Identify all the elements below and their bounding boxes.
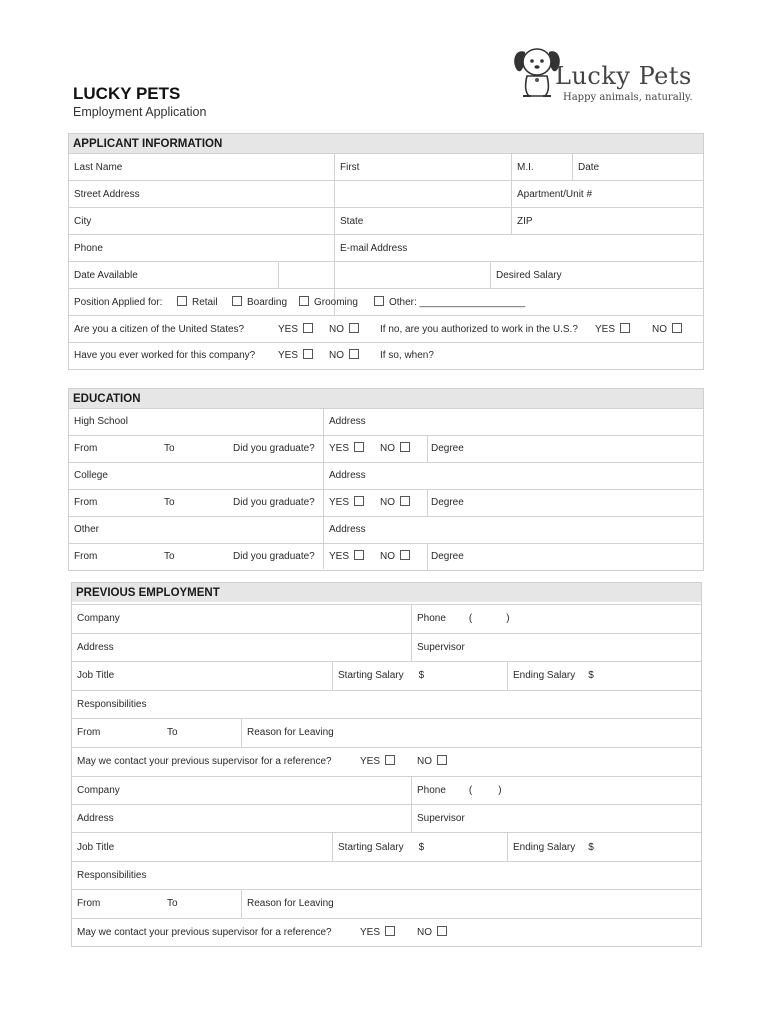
education-section [68, 388, 704, 571]
college-graduate-q: Did you graduate? [233, 497, 315, 508]
other-school-address-field[interactable]: Address [329, 524, 366, 535]
authorized-no-checkbox[interactable] [672, 323, 682, 333]
authorized-yes[interactable]: YES [595, 323, 630, 335]
applicant-information-section [68, 133, 704, 370]
company-2-job-title-field[interactable]: Job Title [77, 842, 115, 853]
position-retail[interactable]: Retail [177, 296, 218, 308]
date-field[interactable]: Date [578, 162, 600, 173]
applicant-section-heading: APPLICANT INFORMATION [69, 134, 703, 153]
worked-question: Have you ever worked for this company? [74, 350, 256, 361]
date-available-field[interactable]: Date Available [74, 270, 138, 281]
other-school-yes[interactable]: YES [329, 550, 364, 562]
company-1-field[interactable]: Company [77, 613, 120, 624]
other-school-degree[interactable]: Degree [431, 551, 464, 562]
last-name-field[interactable]: Last Name [74, 162, 123, 173]
email-field[interactable]: E-mail Address [340, 243, 408, 254]
city-field[interactable]: City [74, 216, 92, 227]
logo-tagline: Happy animals, naturally. [563, 92, 693, 103]
previous-employment-section [71, 582, 702, 947]
company-2-yes-checkbox[interactable] [385, 926, 395, 936]
other-checkbox[interactable] [374, 296, 384, 306]
position-other[interactable]: Other: ___________________ [374, 296, 525, 308]
other-school-from[interactable]: From [74, 551, 98, 562]
college-no[interactable]: NO [380, 496, 410, 508]
if-so-when-field[interactable]: If so, when? [380, 350, 434, 361]
company-2-contact-no[interactable]: NO [417, 926, 447, 938]
authorized-no[interactable]: NO [652, 323, 682, 335]
zip-field[interactable]: ZIP [517, 216, 533, 227]
high-school-no[interactable]: NO [380, 442, 410, 454]
high-school-degree[interactable]: Degree [431, 443, 464, 454]
company-2-field[interactable]: Company [77, 785, 120, 796]
boarding-checkbox[interactable] [232, 296, 242, 306]
position-applied-label: Position Applied for: [74, 297, 163, 308]
street-address-field[interactable]: Street Address [74, 189, 140, 200]
retail-checkbox[interactable] [177, 296, 187, 306]
company-1-responsibilities-field[interactable]: Responsibilities [77, 699, 147, 710]
company-1-no-checkbox[interactable] [437, 755, 447, 765]
worked-yes-checkbox[interactable] [303, 349, 313, 359]
other-school-graduate-q: Did you graduate? [233, 551, 315, 562]
high-school-yes-checkbox[interactable] [354, 442, 364, 452]
grooming-checkbox[interactable] [299, 296, 309, 306]
worked-yes[interactable]: YES [278, 349, 313, 361]
company-1-starting-salary-field[interactable]: Starting Salary $ [338, 670, 425, 681]
college-yes[interactable]: YES [329, 496, 364, 508]
high-school-address-field[interactable]: Address [329, 416, 366, 427]
apartment-unit-field[interactable]: Apartment/Unit # [517, 189, 593, 200]
company-1-job-title-field[interactable]: Job Title [77, 670, 115, 681]
employment-section-heading: PREVIOUS EMPLOYMENT [72, 583, 701, 602]
company-1-contact-yes[interactable]: YES [360, 755, 395, 767]
company-2-contact-question: May we contact your previous supervisor for a reference? [77, 927, 332, 938]
middle-initial-field[interactable]: M.I. [517, 162, 534, 173]
college-to[interactable]: To [164, 497, 175, 508]
company-1-contact-question: May we contact your previous supervisor for a reference? [77, 756, 332, 767]
state-field[interactable]: State [340, 216, 364, 227]
authorized-question: If no, are you authorized to work in the U.S.? [380, 324, 578, 335]
other-school-no[interactable]: NO [380, 550, 410, 562]
company-2-supervisor-field[interactable]: Supervisor [417, 813, 465, 824]
desired-salary-field[interactable]: Desired Salary [496, 270, 562, 281]
worked-no[interactable]: NO [329, 349, 359, 361]
college-address-field[interactable]: Address [329, 470, 366, 481]
page-title: LUCKY PETS [73, 84, 181, 103]
company-2-ending-salary-field[interactable]: Ending Salary $ [513, 842, 594, 853]
company-2-from[interactable]: From [77, 898, 101, 909]
page-subtitle: Employment Application [73, 105, 207, 119]
company-2-to[interactable]: To [167, 898, 178, 909]
company-2-address-field[interactable]: Address [77, 813, 114, 824]
education-section-heading: EDUCATION [69, 389, 703, 408]
citizen-yes[interactable]: YES [278, 323, 313, 335]
college-degree[interactable]: Degree [431, 497, 464, 508]
high-school-field[interactable]: High School [74, 416, 128, 427]
company-1-from[interactable]: From [77, 727, 101, 738]
company-1-reason-field[interactable]: Reason for Leaving [247, 727, 334, 738]
company-2-no-checkbox[interactable] [437, 926, 447, 936]
high-school-graduate-q: Did you graduate? [233, 443, 315, 454]
company-2-starting-salary-field[interactable]: Starting Salary $ [338, 842, 425, 853]
citizen-question: Are you a citizen of the United States? [74, 324, 245, 335]
company-2-phone-field[interactable]: Phone ( ) [417, 785, 502, 796]
company-2-reason-field[interactable]: Reason for Leaving [247, 898, 334, 909]
high-school-to[interactable]: To [164, 443, 175, 454]
company-2-contact-yes[interactable]: YES [360, 926, 395, 938]
high-school-no-checkbox[interactable] [400, 442, 410, 452]
company-1-ending-salary-field[interactable]: Ending Salary $ [513, 670, 594, 681]
high-school-from[interactable]: From [74, 443, 98, 454]
company-1-address-field[interactable]: Address [77, 642, 114, 653]
first-name-field[interactable]: First [340, 162, 360, 173]
authorized-yes-checkbox[interactable] [620, 323, 630, 333]
position-boarding[interactable]: Boarding [232, 296, 287, 308]
company-1-supervisor-field[interactable]: Supervisor [417, 642, 465, 653]
high-school-yes[interactable]: YES [329, 442, 364, 454]
college-field[interactable]: College [74, 470, 108, 481]
citizen-no[interactable]: NO [329, 323, 359, 335]
logo-text: Lucky Pets [555, 62, 692, 90]
other-school-to[interactable]: To [164, 551, 175, 562]
logo [505, 40, 705, 110]
college-no-checkbox[interactable] [400, 496, 410, 506]
other-school-no-checkbox[interactable] [400, 550, 410, 560]
company-2-responsibilities-field[interactable]: Responsibilities [77, 870, 147, 881]
other-school-field[interactable]: Other [74, 524, 100, 535]
worked-no-checkbox[interactable] [349, 349, 359, 359]
company-1-yes-checkbox[interactable] [385, 755, 395, 765]
college-from[interactable]: From [74, 497, 98, 508]
citizen-no-checkbox[interactable] [349, 323, 359, 333]
citizen-yes-checkbox[interactable] [303, 323, 313, 333]
other-school-yes-checkbox[interactable] [354, 550, 364, 560]
company-1-contact-no[interactable]: NO [417, 755, 447, 767]
company-1-to[interactable]: To [167, 727, 178, 738]
college-yes-checkbox[interactable] [354, 496, 364, 506]
phone-field[interactable]: Phone [74, 243, 103, 254]
company-1-phone-field[interactable]: Phone ( ) [417, 613, 510, 624]
position-grooming[interactable]: Grooming [299, 296, 358, 308]
